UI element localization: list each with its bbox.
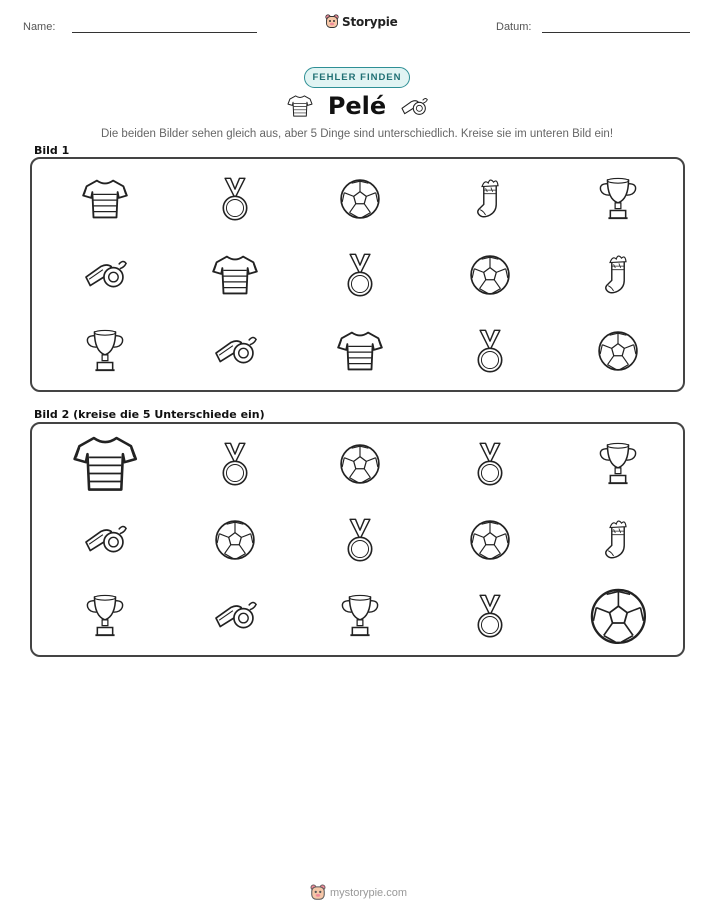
name-field-line[interactable] bbox=[72, 32, 257, 33]
whistle-icon[interactable] bbox=[65, 504, 145, 576]
picture-2-panel[interactable] bbox=[30, 422, 685, 657]
trophy-icon[interactable] bbox=[578, 428, 658, 500]
title-shirt-icon bbox=[287, 94, 313, 123]
shirt-icon bbox=[195, 239, 275, 311]
name-label: Name: bbox=[23, 21, 56, 33]
picture-1-panel bbox=[30, 157, 685, 392]
medal-icon bbox=[450, 315, 530, 387]
whistle-icon bbox=[65, 239, 145, 311]
footer bbox=[310, 884, 407, 901]
ball-icon[interactable] bbox=[320, 428, 400, 500]
shirt-icon[interactable] bbox=[65, 428, 145, 500]
brand-name: Storypie bbox=[342, 14, 398, 29]
brand-logo bbox=[325, 14, 398, 29]
trophy-icon[interactable] bbox=[65, 580, 145, 652]
medal-icon[interactable] bbox=[450, 580, 530, 652]
ball-icon bbox=[578, 315, 658, 387]
ball-icon[interactable] bbox=[195, 504, 275, 576]
trophy-icon[interactable] bbox=[320, 580, 400, 652]
ball-icon[interactable] bbox=[578, 580, 658, 652]
instructions: Die beiden Bilder sehen gleich aus, aber 5 Dinge sind unterschiedlich. Kreise sie im unteren Bild ein! bbox=[100, 128, 614, 140]
section1-label: Bild 1 bbox=[34, 144, 70, 157]
section2-label: Bild 2 (kreise die 5 Unterschiede ein) bbox=[34, 408, 265, 421]
medal-icon[interactable] bbox=[195, 428, 275, 500]
ball-icon bbox=[450, 239, 530, 311]
title-whistle-icon bbox=[399, 95, 429, 124]
badge: FEHLER FINDEN bbox=[304, 67, 410, 88]
medal-icon[interactable] bbox=[320, 504, 400, 576]
ball-icon[interactable] bbox=[450, 504, 530, 576]
storypie-mascot-icon bbox=[310, 884, 326, 901]
sock-icon[interactable] bbox=[578, 504, 658, 576]
medal-icon bbox=[195, 163, 275, 235]
sock-icon bbox=[450, 163, 530, 235]
trophy-icon bbox=[65, 315, 145, 387]
date-field-line[interactable] bbox=[542, 32, 690, 33]
medal-icon bbox=[320, 239, 400, 311]
page-title: Pelé bbox=[327, 92, 387, 120]
whistle-icon bbox=[195, 315, 275, 387]
trophy-icon bbox=[578, 163, 658, 235]
storypie-mascot-icon bbox=[325, 14, 339, 29]
sock-icon bbox=[578, 239, 658, 311]
shirt-icon bbox=[65, 163, 145, 235]
shirt-icon bbox=[320, 315, 400, 387]
footer-site: mystorypie.com bbox=[330, 886, 408, 899]
ball-icon bbox=[320, 163, 400, 235]
date-label: Datum: bbox=[496, 21, 532, 33]
medal-icon[interactable] bbox=[450, 428, 530, 500]
whistle-icon[interactable] bbox=[195, 580, 275, 652]
